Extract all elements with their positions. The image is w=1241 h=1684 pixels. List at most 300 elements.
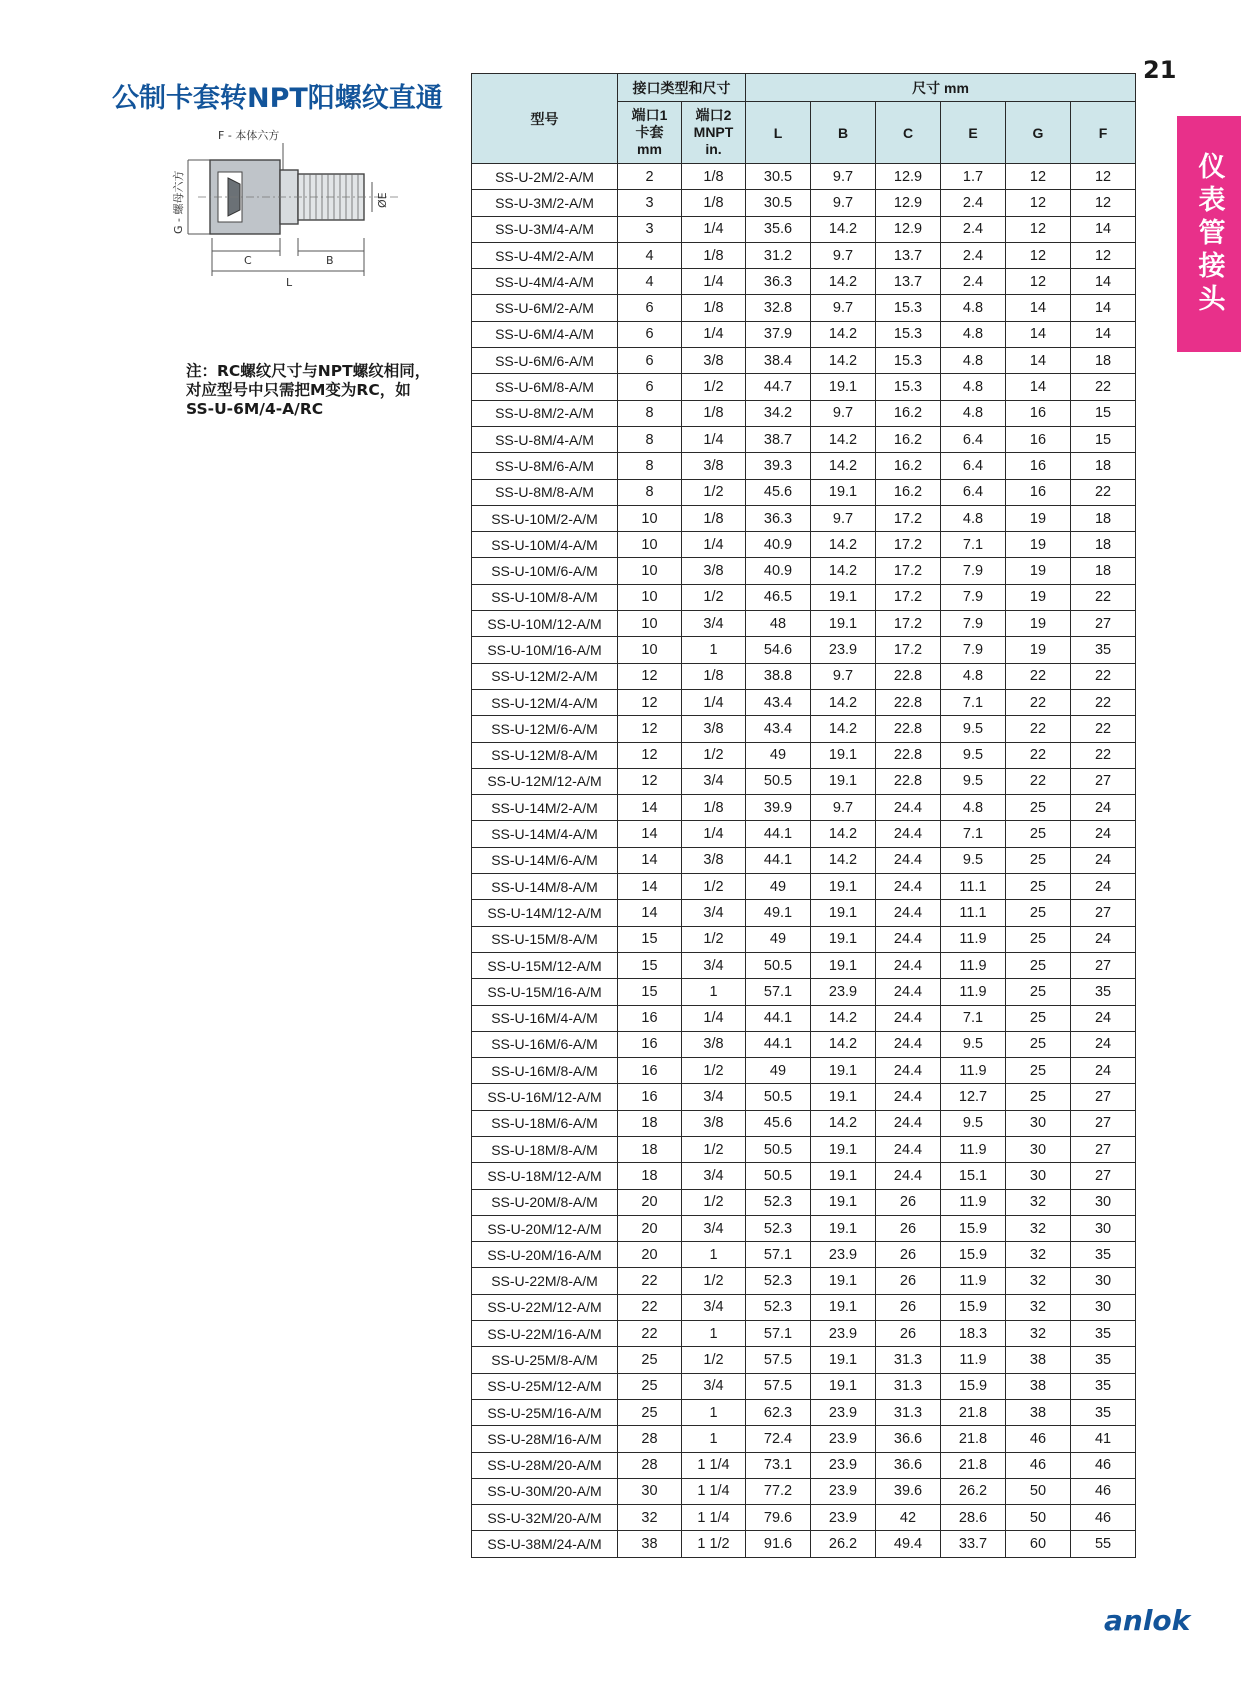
value-cell: 9.7	[811, 795, 876, 821]
value-cell: 10	[618, 584, 682, 610]
value-cell: 22	[1071, 584, 1136, 610]
table-row	[472, 821, 1136, 847]
table-row	[472, 1426, 1136, 1452]
value-cell: 14	[618, 847, 682, 873]
value-cell: 1/2	[682, 1058, 746, 1084]
model-cell: SS-U-12M/6-A/M	[472, 716, 618, 742]
value-cell: 43.4	[746, 689, 811, 715]
value-cell: 77.2	[746, 1478, 811, 1504]
value-cell: 1/4	[682, 269, 746, 295]
value-cell: 31.3	[876, 1347, 941, 1373]
value-cell: 30.5	[746, 190, 811, 216]
value-cell: 11.9	[941, 952, 1006, 978]
value-cell: 52.3	[746, 1215, 811, 1241]
table-row	[472, 426, 1136, 452]
value-cell: 22.8	[876, 663, 941, 689]
header-port-group: 接口类型和尺寸	[618, 74, 746, 102]
value-cell: 49	[746, 926, 811, 952]
model-cell: SS-U-14M/2-A/M	[472, 795, 618, 821]
value-cell: 15.3	[876, 374, 941, 400]
value-cell: 2.4	[941, 216, 1006, 242]
model-cell: SS-U-10M/4-A/M	[472, 532, 618, 558]
value-cell: 1 1/4	[682, 1452, 746, 1478]
table-row	[472, 1399, 1136, 1425]
value-cell: 12	[1006, 269, 1071, 295]
model-cell: SS-U-22M/8-A/M	[472, 1268, 618, 1294]
value-cell: 4	[618, 242, 682, 268]
value-cell: 49.1	[746, 900, 811, 926]
value-cell: 6.4	[941, 453, 1006, 479]
table-row	[472, 532, 1136, 558]
dimension-table	[471, 73, 1136, 1558]
model-cell: SS-U-18M/6-A/M	[472, 1110, 618, 1136]
value-cell: 10	[618, 637, 682, 663]
model-cell: SS-U-12M/4-A/M	[472, 689, 618, 715]
table-row	[472, 689, 1136, 715]
value-cell: 38.8	[746, 663, 811, 689]
value-cell: 12	[1006, 242, 1071, 268]
value-cell: 2	[618, 164, 682, 190]
value-cell: 49	[746, 742, 811, 768]
value-cell: 44.1	[746, 1031, 811, 1057]
model-cell: SS-U-6M/8-A/M	[472, 374, 618, 400]
table-row	[472, 505, 1136, 531]
table-row	[472, 374, 1136, 400]
value-cell: 16	[1006, 426, 1071, 452]
model-cell: SS-U-6M/6-A/M	[472, 348, 618, 374]
value-cell: 24	[1071, 926, 1136, 952]
model-cell: SS-U-14M/8-A/M	[472, 874, 618, 900]
value-cell: 28	[618, 1426, 682, 1452]
value-cell: 3	[618, 190, 682, 216]
value-cell: 49.4	[876, 1531, 941, 1557]
value-cell: 22	[1006, 663, 1071, 689]
value-cell: 25	[1006, 874, 1071, 900]
value-cell: 19.1	[811, 611, 876, 637]
value-cell: 6	[618, 374, 682, 400]
value-cell: 22.8	[876, 716, 941, 742]
value-cell: 24.4	[876, 952, 941, 978]
value-cell: 15.3	[876, 348, 941, 374]
value-cell: 14.2	[811, 716, 876, 742]
header-model: 型号	[472, 74, 618, 164]
table-row	[472, 1452, 1136, 1478]
table-row	[472, 847, 1136, 873]
value-cell: 24.4	[876, 1084, 941, 1110]
value-cell: 1	[682, 637, 746, 663]
value-cell: 57.5	[746, 1373, 811, 1399]
value-cell: 19.1	[811, 1294, 876, 1320]
value-cell: 30	[1071, 1189, 1136, 1215]
value-cell: 27	[1071, 1163, 1136, 1189]
value-cell: 19	[1006, 584, 1071, 610]
value-cell: 4.8	[941, 374, 1006, 400]
value-cell: 3/4	[682, 1294, 746, 1320]
value-cell: 30	[1006, 1163, 1071, 1189]
value-cell: 24.4	[876, 979, 941, 1005]
value-cell: 24	[1071, 821, 1136, 847]
value-cell: 22	[1071, 374, 1136, 400]
value-cell: 35	[1071, 1399, 1136, 1425]
value-cell: 3/8	[682, 1031, 746, 1057]
value-cell: 15.3	[876, 295, 941, 321]
label-b: B	[326, 254, 334, 267]
value-cell: 25	[1006, 821, 1071, 847]
value-cell: 14	[618, 874, 682, 900]
value-cell: 35	[1071, 1242, 1136, 1268]
label-e: ØE	[376, 192, 389, 208]
value-cell: 27	[1071, 1136, 1136, 1162]
table-row	[472, 269, 1136, 295]
model-cell: SS-U-20M/8-A/M	[472, 1189, 618, 1215]
value-cell: 57.1	[746, 1321, 811, 1347]
value-cell: 26	[876, 1268, 941, 1294]
value-cell: 19.1	[811, 742, 876, 768]
value-cell: 24.4	[876, 1058, 941, 1084]
value-cell: 1	[682, 979, 746, 1005]
value-cell: 23.9	[811, 979, 876, 1005]
value-cell: 30	[1071, 1294, 1136, 1320]
value-cell: 22	[1006, 768, 1071, 794]
value-cell: 27	[1071, 900, 1136, 926]
value-cell: 54.6	[746, 637, 811, 663]
value-cell: 7.1	[941, 532, 1006, 558]
value-cell: 73.1	[746, 1452, 811, 1478]
value-cell: 41	[1071, 1426, 1136, 1452]
value-cell: 38	[1006, 1399, 1071, 1425]
header-col-g: G	[1006, 102, 1071, 164]
value-cell: 26	[876, 1215, 941, 1241]
table-row	[472, 584, 1136, 610]
value-cell: 1/8	[682, 505, 746, 531]
value-cell: 1/4	[682, 426, 746, 452]
value-cell: 18	[618, 1110, 682, 1136]
value-cell: 57.5	[746, 1347, 811, 1373]
value-cell: 50.5	[746, 1136, 811, 1162]
value-cell: 24	[1071, 1005, 1136, 1031]
value-cell: 19.1	[811, 926, 876, 952]
table-row	[472, 216, 1136, 242]
value-cell: 11.9	[941, 1189, 1006, 1215]
value-cell: 22.8	[876, 689, 941, 715]
value-cell: 34.2	[746, 400, 811, 426]
value-cell: 12	[1006, 190, 1071, 216]
value-cell: 91.6	[746, 1531, 811, 1557]
value-cell: 12	[1006, 164, 1071, 190]
value-cell: 12	[1071, 190, 1136, 216]
value-cell: 3/4	[682, 611, 746, 637]
value-cell: 26.2	[811, 1531, 876, 1557]
value-cell: 23.9	[811, 1452, 876, 1478]
value-cell: 17.2	[876, 637, 941, 663]
model-cell: SS-U-10M/16-A/M	[472, 637, 618, 663]
table-row	[472, 1531, 1136, 1557]
value-cell: 1/2	[682, 374, 746, 400]
value-cell: 11.9	[941, 1268, 1006, 1294]
value-cell: 7.9	[941, 611, 1006, 637]
value-cell: 18	[618, 1163, 682, 1189]
value-cell: 36.6	[876, 1426, 941, 1452]
value-cell: 19	[1006, 558, 1071, 584]
table-row	[472, 1373, 1136, 1399]
value-cell: 32	[1006, 1242, 1071, 1268]
value-cell: 24.4	[876, 874, 941, 900]
value-cell: 22	[618, 1268, 682, 1294]
value-cell: 16	[618, 1058, 682, 1084]
value-cell: 17.2	[876, 532, 941, 558]
value-cell: 31.3	[876, 1373, 941, 1399]
model-cell: SS-U-16M/6-A/M	[472, 1031, 618, 1057]
value-cell: 21.8	[941, 1399, 1006, 1425]
value-cell: 22	[1006, 716, 1071, 742]
value-cell: 3/8	[682, 847, 746, 873]
value-cell: 72.4	[746, 1426, 811, 1452]
value-cell: 1/8	[682, 164, 746, 190]
value-cell: 12.9	[876, 216, 941, 242]
value-cell: 15	[618, 952, 682, 978]
model-cell: SS-U-14M/4-A/M	[472, 821, 618, 847]
model-cell: SS-U-3M/4-A/M	[472, 216, 618, 242]
value-cell: 50.5	[746, 952, 811, 978]
value-cell: 4.8	[941, 663, 1006, 689]
value-cell: 7.9	[941, 558, 1006, 584]
value-cell: 33.7	[941, 1531, 1006, 1557]
table-body	[472, 164, 1136, 1558]
table-row	[472, 716, 1136, 742]
value-cell: 17.2	[876, 558, 941, 584]
value-cell: 1/4	[682, 532, 746, 558]
value-cell: 37.9	[746, 321, 811, 347]
value-cell: 32	[1006, 1294, 1071, 1320]
value-cell: 46	[1006, 1452, 1071, 1478]
value-cell: 57.1	[746, 979, 811, 1005]
model-cell: SS-U-3M/2-A/M	[472, 190, 618, 216]
value-cell: 50.5	[746, 768, 811, 794]
value-cell: 30.5	[746, 164, 811, 190]
value-cell: 7.1	[941, 1005, 1006, 1031]
value-cell: 2.4	[941, 242, 1006, 268]
value-cell: 22	[1006, 689, 1071, 715]
value-cell: 19.1	[811, 900, 876, 926]
value-cell: 25	[1006, 1031, 1071, 1057]
value-cell: 36.3	[746, 269, 811, 295]
value-cell: 27	[1071, 1110, 1136, 1136]
value-cell: 14.2	[811, 426, 876, 452]
model-cell: SS-U-6M/4-A/M	[472, 321, 618, 347]
value-cell: 42	[876, 1505, 941, 1531]
value-cell: 14.2	[811, 689, 876, 715]
value-cell: 19.1	[811, 374, 876, 400]
value-cell: 9.5	[941, 1110, 1006, 1136]
model-cell: SS-U-38M/24-A/M	[472, 1531, 618, 1557]
value-cell: 12	[1071, 164, 1136, 190]
table-row	[472, 348, 1136, 374]
value-cell: 31.3	[876, 1399, 941, 1425]
table-row	[472, 663, 1136, 689]
value-cell: 19.1	[811, 1084, 876, 1110]
value-cell: 24	[1071, 1058, 1136, 1084]
value-cell: 9.7	[811, 400, 876, 426]
model-cell: SS-U-2M/2-A/M	[472, 164, 618, 190]
value-cell: 24.4	[876, 926, 941, 952]
value-cell: 9.5	[941, 716, 1006, 742]
value-cell: 3/4	[682, 1163, 746, 1189]
value-cell: 7.9	[941, 584, 1006, 610]
table-row	[472, 1189, 1136, 1215]
model-cell: SS-U-8M/2-A/M	[472, 400, 618, 426]
value-cell: 19.1	[811, 1215, 876, 1241]
value-cell: 27	[1071, 768, 1136, 794]
value-cell: 20	[618, 1189, 682, 1215]
value-cell: 3/4	[682, 1373, 746, 1399]
model-cell: SS-U-10M/2-A/M	[472, 505, 618, 531]
value-cell: 12.7	[941, 1084, 1006, 1110]
value-cell: 18	[1071, 505, 1136, 531]
value-cell: 25	[618, 1373, 682, 1399]
value-cell: 22	[1071, 689, 1136, 715]
value-cell: 25	[618, 1347, 682, 1373]
table-row	[472, 1136, 1136, 1162]
value-cell: 1/8	[682, 295, 746, 321]
table-row	[472, 900, 1136, 926]
model-cell: SS-U-4M/4-A/M	[472, 269, 618, 295]
value-cell: 50	[1006, 1505, 1071, 1531]
value-cell: 14	[1071, 216, 1136, 242]
value-cell: 14.2	[811, 321, 876, 347]
value-cell: 14	[1006, 374, 1071, 400]
model-cell: SS-U-22M/16-A/M	[472, 1321, 618, 1347]
value-cell: 22.8	[876, 768, 941, 794]
value-cell: 15.9	[941, 1373, 1006, 1399]
value-cell: 35	[1071, 1321, 1136, 1347]
value-cell: 24.4	[876, 795, 941, 821]
value-cell: 14	[1071, 295, 1136, 321]
value-cell: 1	[682, 1321, 746, 1347]
value-cell: 3/4	[682, 952, 746, 978]
value-cell: 24.4	[876, 821, 941, 847]
value-cell: 32	[1006, 1268, 1071, 1294]
value-cell: 24	[1071, 847, 1136, 873]
value-cell: 39.9	[746, 795, 811, 821]
value-cell: 15.9	[941, 1294, 1006, 1320]
value-cell: 10	[618, 558, 682, 584]
model-cell: SS-U-20M/16-A/M	[472, 1242, 618, 1268]
table-row	[472, 742, 1136, 768]
value-cell: 17.2	[876, 505, 941, 531]
value-cell: 12	[618, 663, 682, 689]
value-cell: 12	[618, 742, 682, 768]
value-cell: 8	[618, 453, 682, 479]
value-cell: 9.5	[941, 742, 1006, 768]
value-cell: 38	[1006, 1347, 1071, 1373]
label-c: C	[244, 254, 252, 267]
value-cell: 1 1/2	[682, 1531, 746, 1557]
value-cell: 28.6	[941, 1505, 1006, 1531]
value-cell: 12.9	[876, 190, 941, 216]
value-cell: 16.2	[876, 426, 941, 452]
value-cell: 1/4	[682, 321, 746, 347]
value-cell: 12	[1071, 242, 1136, 268]
value-cell: 23.9	[811, 637, 876, 663]
value-cell: 19.1	[811, 1058, 876, 1084]
value-cell: 23.9	[811, 1321, 876, 1347]
value-cell: 46	[1071, 1452, 1136, 1478]
value-cell: 18	[1071, 532, 1136, 558]
value-cell: 16	[618, 1005, 682, 1031]
value-cell: 18	[618, 1136, 682, 1162]
value-cell: 48	[746, 611, 811, 637]
value-cell: 14	[1071, 269, 1136, 295]
value-cell: 27	[1071, 1084, 1136, 1110]
value-cell: 40.9	[746, 558, 811, 584]
value-cell: 6	[618, 348, 682, 374]
model-cell: SS-U-15M/8-A/M	[472, 926, 618, 952]
value-cell: 30	[1071, 1268, 1136, 1294]
value-cell: 1/2	[682, 479, 746, 505]
table-row	[472, 1110, 1136, 1136]
value-cell: 24.4	[876, 1163, 941, 1189]
value-cell: 19.1	[811, 874, 876, 900]
table-row	[472, 1347, 1136, 1373]
value-cell: 15	[618, 979, 682, 1005]
value-cell: 26	[876, 1294, 941, 1320]
value-cell: 52.3	[746, 1189, 811, 1215]
value-cell: 14.2	[811, 532, 876, 558]
model-cell: SS-U-12M/2-A/M	[472, 663, 618, 689]
value-cell: 25	[1006, 1005, 1071, 1031]
value-cell: 23.9	[811, 1242, 876, 1268]
value-cell: 8	[618, 426, 682, 452]
value-cell: 15	[1071, 400, 1136, 426]
value-cell: 19	[1006, 505, 1071, 531]
value-cell: 49	[746, 874, 811, 900]
model-cell: SS-U-10M/8-A/M	[472, 584, 618, 610]
value-cell: 16.2	[876, 453, 941, 479]
value-cell: 35	[1071, 979, 1136, 1005]
value-cell: 1/8	[682, 190, 746, 216]
value-cell: 19	[1006, 532, 1071, 558]
header-col-l: L	[746, 102, 811, 164]
value-cell: 19.1	[811, 1268, 876, 1294]
value-cell: 36.3	[746, 505, 811, 531]
value-cell: 1	[682, 1399, 746, 1425]
value-cell: 35	[1071, 637, 1136, 663]
value-cell: 20	[618, 1215, 682, 1241]
value-cell: 16	[1006, 479, 1071, 505]
value-cell: 14	[1006, 321, 1071, 347]
model-cell: SS-U-12M/12-A/M	[472, 768, 618, 794]
value-cell: 22	[1006, 742, 1071, 768]
value-cell: 39.6	[876, 1478, 941, 1504]
value-cell: 25	[1006, 952, 1071, 978]
value-cell: 11.1	[941, 874, 1006, 900]
value-cell: 19.1	[811, 1189, 876, 1215]
table-row	[472, 479, 1136, 505]
model-cell: SS-U-18M/8-A/M	[472, 1136, 618, 1162]
value-cell: 38.4	[746, 348, 811, 374]
value-cell: 46	[1006, 1426, 1071, 1452]
header-col-b: B	[811, 102, 876, 164]
value-cell: 19	[1006, 637, 1071, 663]
value-cell: 4	[618, 269, 682, 295]
value-cell: 9.7	[811, 190, 876, 216]
value-cell: 1/2	[682, 742, 746, 768]
table-row	[472, 611, 1136, 637]
value-cell: 22	[618, 1321, 682, 1347]
value-cell: 16	[1006, 453, 1071, 479]
model-cell: SS-U-18M/12-A/M	[472, 1163, 618, 1189]
header-col-c: C	[876, 102, 941, 164]
